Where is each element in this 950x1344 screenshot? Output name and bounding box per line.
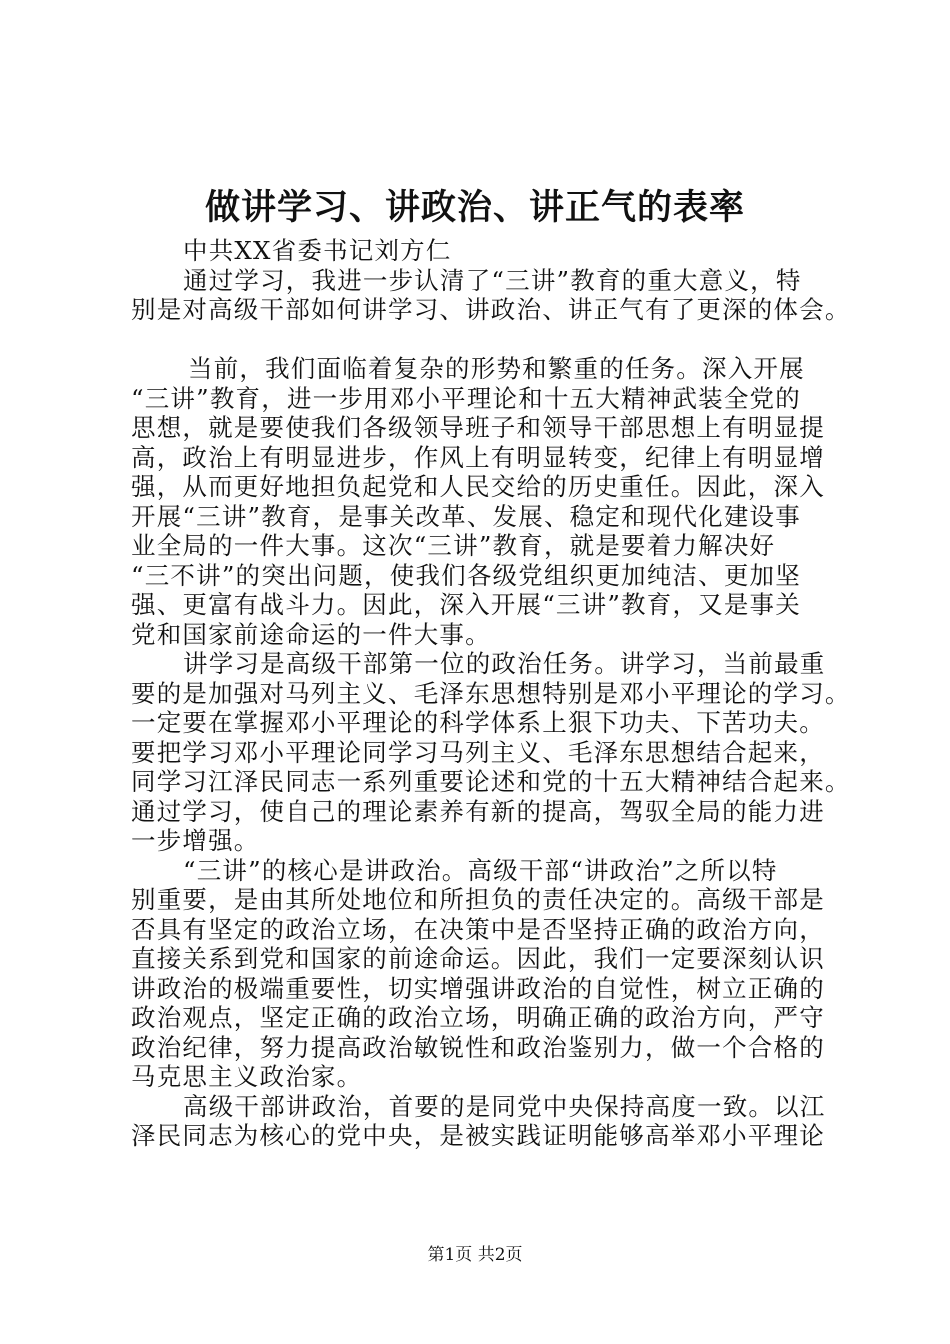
paragraph-line: 业全局的一件大事。这次“三讲”教育，就是要着力解决好 (131, 531, 776, 560)
paragraph-line: 别重要，是由其所处地位和所担负的责任决定的。高级干部是 (131, 885, 825, 914)
paragraph-line: 政治纪律，努力提高政治敏锐性和政治鉴别力，做一个合格的 (131, 1032, 825, 1062)
blank-line (131, 325, 831, 355)
paragraph-line: “三讲”的核心是讲政治。高级干部“讲政治”之所以特 (183, 855, 778, 885)
paragraph-line: 同学习江泽民同志一系列重要论述和党的十五大精神结合起来。 (131, 767, 851, 796)
paragraph-line: 否具有坚定的政治立场，在决策中是否坚持正确的政治方向， (131, 914, 825, 944)
paragraph-line: 思想，就是要使我们各级领导班子和领导干部思想上有明显提 (131, 413, 825, 442)
paragraph-line: 高，政治上有明显进步，作风上有明显转变，纪律上有明显增 (131, 442, 825, 472)
paragraph-line: 马克思主义政治家。 (131, 1062, 363, 1091)
document-body (131, 236, 851, 1151)
paragraph-line: “三讲”教育，进一步用邓小平理论和十五大精神武装全党的 (131, 383, 801, 413)
paragraph-line: 政治观点，坚定正确的政治立场，明确正确的政治方向，严守 (131, 1003, 825, 1032)
paragraph-line: 讲学习是高级干部第一位的政治任务。讲学习，当前最重 (183, 649, 826, 678)
byline: 中共XX省委书记刘方仁 (183, 236, 452, 265)
paragraph-line: 高级干部讲政治，首要的是同党中央保持高度一致。以江 (183, 1091, 826, 1121)
page-footer: 第1页 共2页 (427, 1245, 523, 1265)
paragraph-line: 讲政治的极端重要性，切实增强讲政治的自觉性，树立正确的 (131, 973, 825, 1003)
paragraph-line: 泽民同志为核心的党中央，是被实践证明能够高举邓小平理论 (131, 1121, 825, 1150)
paragraph-line: 强、更富有战斗力。因此，深入开展“三讲”教育，又是事关 (131, 590, 801, 619)
paragraph-line: 一步增强。 (131, 826, 260, 855)
paragraph-line: 要的是加强对马列主义、毛泽东思想特别是邓小平理论的学习。 (131, 678, 851, 708)
paragraph-line: 党和国家前途命运的一件大事。 (131, 619, 491, 649)
paragraph-line: 当前，我们面临着复杂的形势和繁重的任务。深入开展 (188, 354, 805, 383)
paragraph-line: 别是对高级干部如何讲学习、讲政治、讲正气有了更深的体会。 (131, 295, 851, 324)
paragraph-line: 开展“三讲”教育，是事关改革、发展、稳定和现代化建设事 (131, 501, 801, 531)
paragraph-line: “三不讲”的突出问题，使我们各级党组织更加纯洁、更加坚 (131, 560, 801, 590)
paragraph-line: 强，从而更好地担负起党和人民交给的历史重任。因此，深入 (131, 472, 825, 501)
document-title: 做讲学习、讲政治、讲正气的表率 (204, 187, 745, 228)
paragraph-line: 通过学习，使自己的理论素养有新的提高，驾驭全局的能力进 (131, 796, 825, 826)
paragraph-line: 通过学习，我进一步认清了“三讲”教育的重大意义，特 (183, 265, 802, 295)
paragraph-line: 直接关系到党和国家的前途命运。因此，我们一定要深刻认识 (131, 944, 825, 973)
paragraph-line: 要把学习邓小平理论同学习马列主义、毛泽东思想结合起来， (131, 737, 825, 767)
paragraph-line: 一定要在掌握邓小平理论的科学体系上狠下功夫、下苦功夫。 (131, 708, 825, 737)
